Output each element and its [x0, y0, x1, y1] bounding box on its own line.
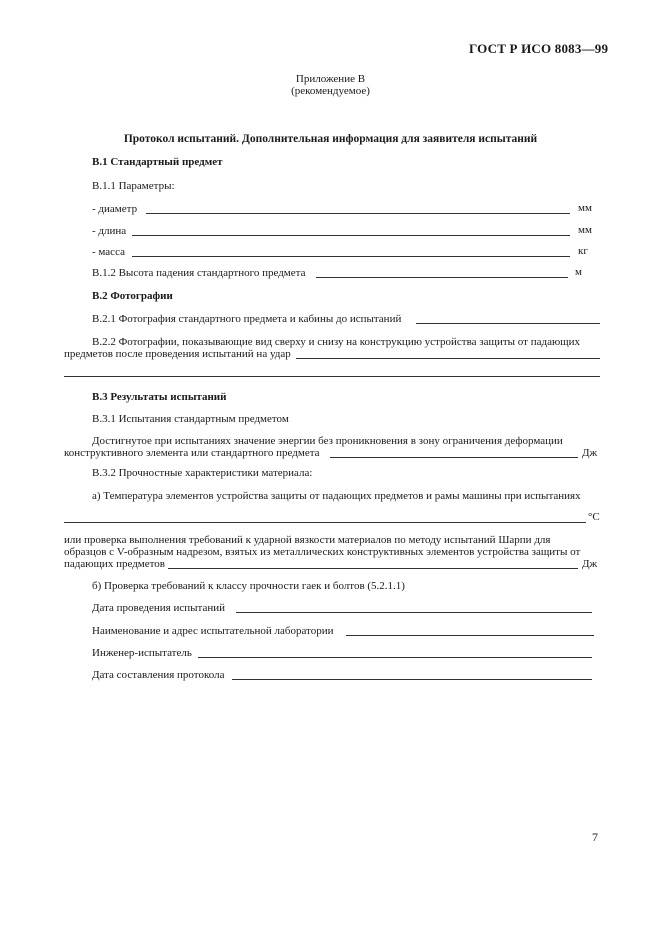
- mass-unit: кг: [578, 245, 588, 257]
- page-number: 7: [592, 830, 598, 844]
- section-b2-heading: В.2 Фотографии: [92, 290, 173, 302]
- energy-line2: конструктивного элемента или стандартного предмета: [64, 447, 320, 459]
- energy-unit: Дж: [582, 447, 598, 459]
- length-label: - длина: [92, 225, 127, 237]
- engineer-label: Инженер-испытатель: [92, 647, 192, 659]
- diameter-unit: мм: [578, 202, 592, 214]
- length-field[interactable]: [132, 235, 570, 236]
- b22-line1: В.2.2 Фотографии, показывающие вид сверху и снизу на конструкцию устройства защиты от падающих: [92, 336, 581, 348]
- photo-after-field[interactable]: [296, 358, 600, 359]
- report-date-field[interactable]: [232, 679, 592, 680]
- temperature-label: а) Температура элементов устройства защиты от падающих предметов и рамы машины при испытаниях: [92, 490, 581, 502]
- energy-line1: Достигнутое при испытаниях значение энергии без проникновения в зону ограничения деформации: [92, 435, 563, 447]
- b22-line2: предметов после проведения испытаний на удар: [64, 348, 291, 360]
- main-title: Протокол испытаний. Дополнительная информация для заявителя испытаний: [123, 133, 538, 145]
- b21-label: В.2.1 Фотография стандартного предмета и кабины до испытаний: [92, 313, 402, 325]
- charpy-line3: падающих предметов: [64, 558, 165, 570]
- temperature-unit: °С: [588, 511, 600, 523]
- annex-title: Приложение В: [295, 73, 366, 85]
- diameter-field[interactable]: [146, 213, 570, 214]
- b11-label: В.1.1 Параметры:: [92, 180, 175, 192]
- section-b1-heading: В.1 Стандартный предмет: [92, 156, 223, 168]
- document-code: ГОСТ Р ИСО 8083—99: [469, 41, 609, 56]
- charpy-line2: образцов с V-образным надрезом, взятых из металлических конструктивных элементов устройства защиты от: [64, 546, 581, 558]
- length-unit: мм: [578, 224, 592, 236]
- report-date-label: Дата составления протокола: [92, 669, 225, 681]
- drop-height-unit: м: [575, 266, 582, 278]
- test-date-field[interactable]: [236, 612, 592, 613]
- energy-field[interactable]: [330, 457, 578, 458]
- mass-field[interactable]: [132, 256, 570, 257]
- section-b3-heading: В.3 Результаты испытаний: [92, 391, 227, 403]
- photo-after-field-continued[interactable]: [64, 376, 600, 377]
- bolts-label: б) Проверка требований к классу прочности гаек и болтов (5.2.1.1): [92, 580, 405, 592]
- photo-before-field[interactable]: [416, 323, 600, 324]
- test-date-label: Дата проведения испытаний: [92, 602, 226, 614]
- mass-label: - масса: [92, 246, 125, 258]
- b32-label: В.3.2 Прочностные характеристики материала:: [92, 467, 313, 479]
- charpy-field[interactable]: [168, 568, 578, 569]
- lab-label: Наименование и адрес испытательной лаборатории: [92, 625, 334, 637]
- diameter-label: - диаметр: [92, 203, 138, 215]
- b31-label: В.3.1 Испытания стандартным предметом: [92, 413, 289, 425]
- annex-status: (рекомендуемое): [291, 85, 370, 97]
- b12-label: В.1.2 Высота падения стандартного предмета: [92, 267, 306, 279]
- engineer-field[interactable]: [198, 657, 592, 658]
- lab-field[interactable]: [346, 635, 594, 636]
- charpy-unit: Дж: [582, 558, 598, 570]
- temperature-field[interactable]: [64, 522, 586, 523]
- drop-height-field[interactable]: [316, 277, 568, 278]
- charpy-line1: или проверка выполнения требований к ударной вязкости материалов по методу испытаний Шарпи для: [64, 534, 551, 546]
